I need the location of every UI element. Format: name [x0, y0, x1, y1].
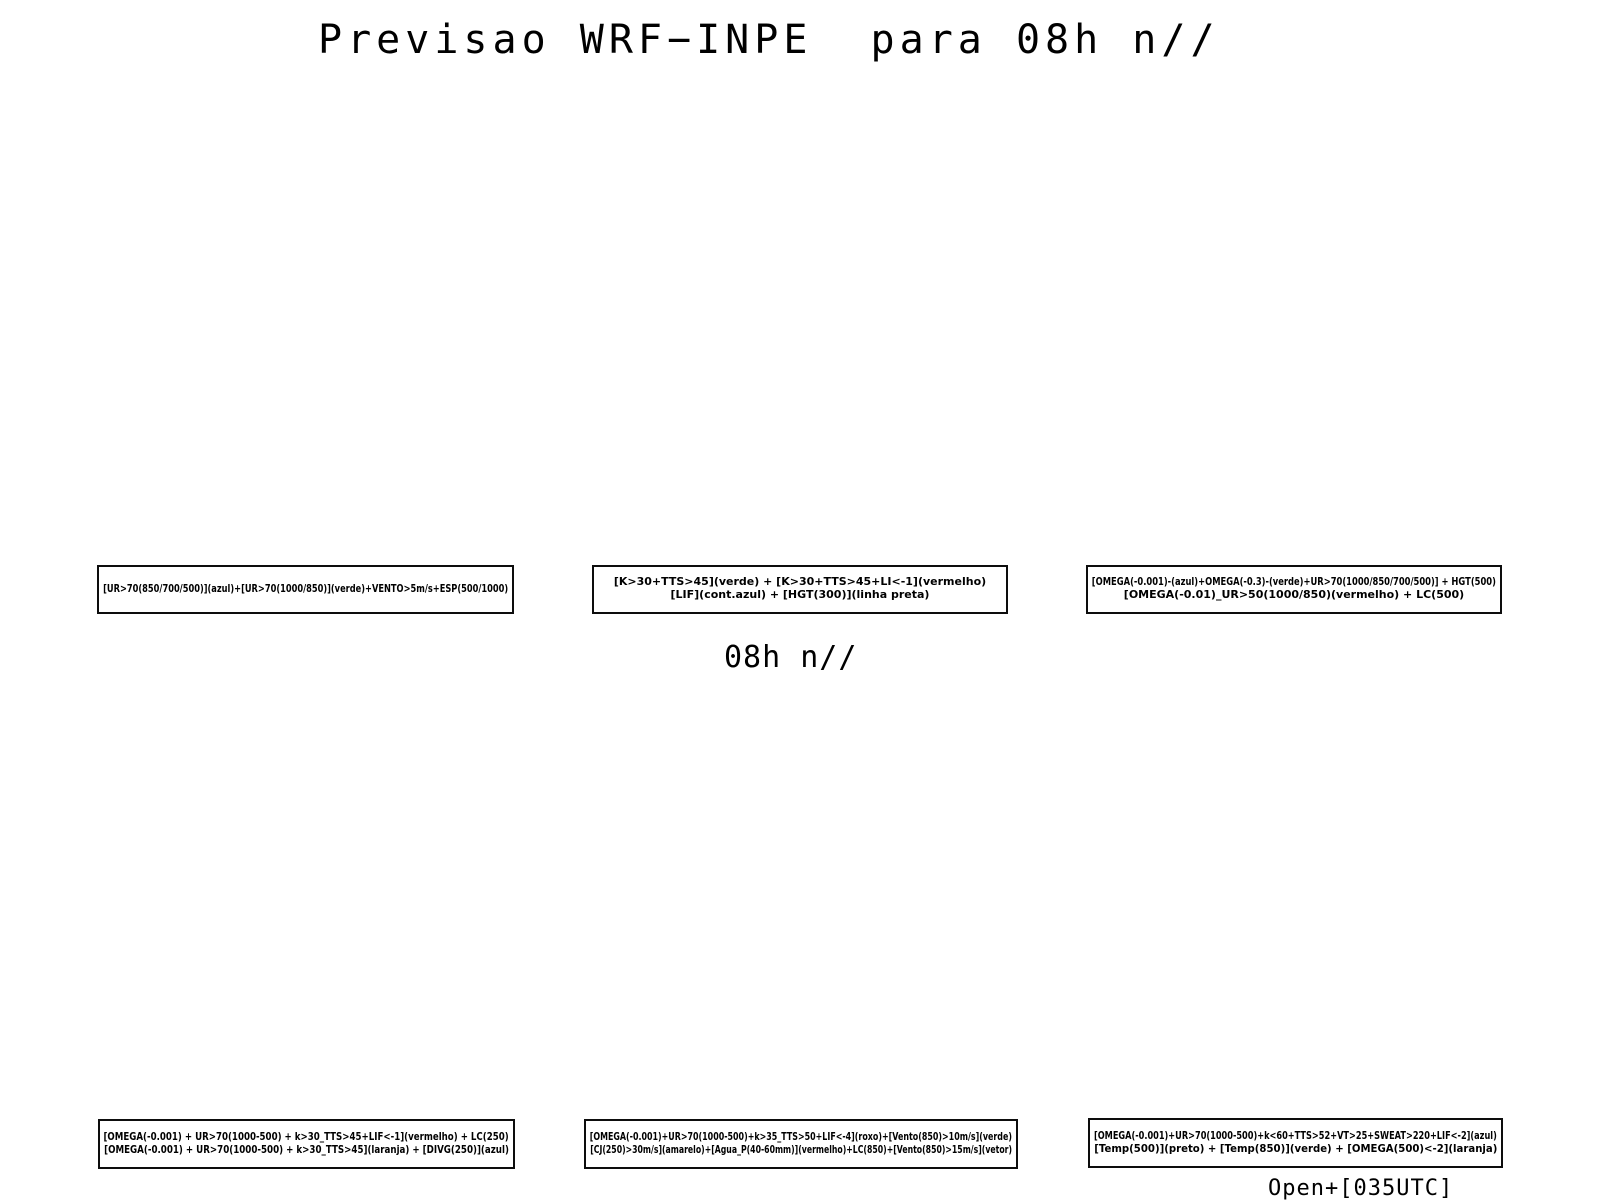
legend-line: [OMEGA(-0.01)_UR>50(1000/850)(vermelho) + LC(500): [1123, 588, 1465, 601]
legend-box-bottom-middle: [584, 1119, 1018, 1169]
legend-box-bottom-left: [98, 1119, 515, 1169]
legend-line: [OMEGA(-0.001)-(azul)+OMEGA(-0.3)-(verde)+UR>70(1000/850/700/500)] + HGT(500): [1091, 575, 1497, 588]
plot-title: Previsao WRF−INPE para 08h n//: [318, 17, 1220, 63]
legend-line: [LIF](cont.azul) + [HGT(300)](linha preta): [670, 588, 930, 601]
footer-timestamp-label: Open+[035UTC]: [1268, 1176, 1454, 1201]
legend-box-bottom-right: [1088, 1118, 1503, 1168]
legend-box-top-left: [97, 565, 514, 614]
legend-line: [OMEGA(-0.001)+UR>70(1000-500)+k>35_TTS>50+LIF<-4](roxo)+[Vento(850)>10m/s](verde): [589, 1129, 1013, 1143]
legend-line: [OMEGA(-0.001)+UR>70(1000-500)+k<60+TTS>52+VT>25+SWEAT>220+LIF<-2](azul): [1094, 1128, 1497, 1142]
center-panel-label: 08h n//: [724, 640, 858, 675]
legend-line: [CJ(250)>30m/s](amarelo)+[Agua_P(40-60mm)](vermelho)+LC(850)+[Vento(850)>15m/s](vetor): [590, 1142, 1012, 1156]
legend-line: [UR>70(850/700/500)](azul)+[UR>70(1000/850)](verde)+VENTO>5m/s+ESP(500/1000): [103, 581, 509, 595]
legend-line: [K>30+TTS>45](verde) + [K>30+TTS>45+LI<-1](vermelho): [613, 575, 987, 588]
legend-box-top-right: [1086, 565, 1502, 614]
legend-line: [OMEGA(-0.001) + UR>70(1000-500) + k>30_TTS>45](laranja) + [DIVG(250)](azul): [104, 1142, 509, 1156]
legend-line: [Temp(500)](preto) + [Temp(850)](verde) + [OMEGA(500)<-2](laranja): [1093, 1141, 1498, 1155]
legend-line: [OMEGA(-0.001) + UR>70(1000-500) + k>30_TTS>45+LIF<-1](vermelho) + LC(250): [103, 1129, 510, 1143]
legend-box-top-middle: [592, 565, 1008, 614]
